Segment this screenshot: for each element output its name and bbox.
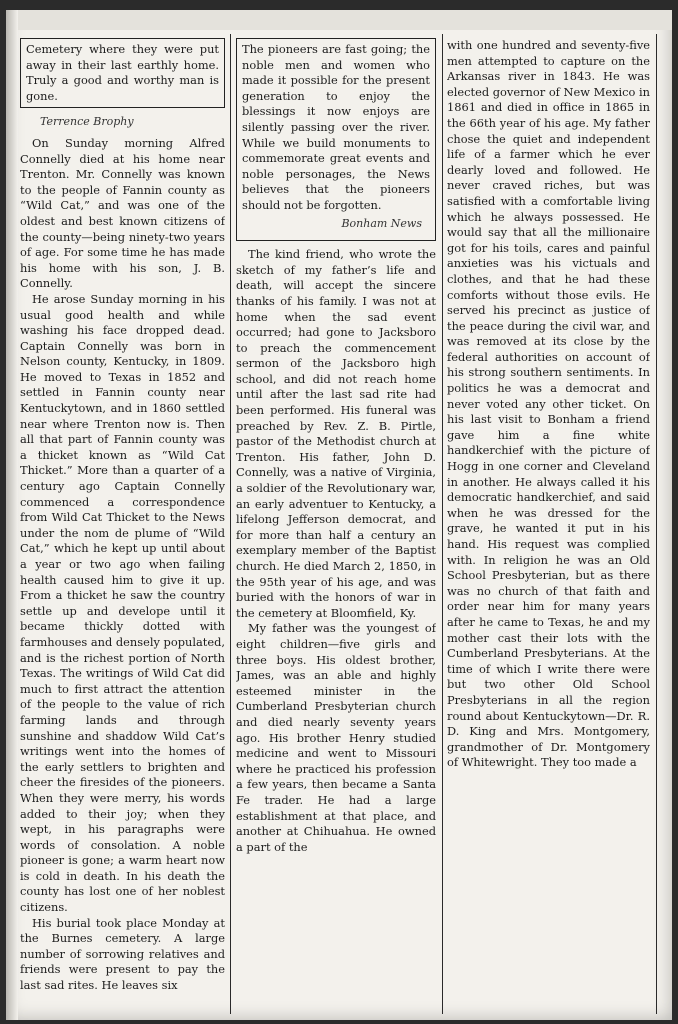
scan-shadow [6,10,18,1020]
column-3-paragraph-1: with one hundred and seventy-five men attempted to capture on the Arkansas river in 1843. He was elected governor of New Mexico in 1861 and died in office in 1865 in the 66th year of his age. My father chose the quiet and independent life of a farmer which he ever dearly loved and followed. He never craved riches, but was satisfied with a comfortable living which he always possessed. He would say that all the millionaire got for his toils, cares and painful anxieties was his victuals and clothes, and that he had these comforts without those evils. He served his precinct as justice of the peace during the civil war, and was removed at its close by the federal authorities on account of his strong southern sentiments. In politics he was a democrat and never voted any other ticket. On his last visit to Bonham a friend gave him a fine white handkerchief with the picture of Hogg in one corner and Cleveland in another. He always called it his democratic handkerchief, and said when he was dressed for the grave, he wanted it put in his hand. His request was complied with. In religion he was an Old School Presbyterian, but as there was no church of that faith and order near him for many years after he came to Texas, he and my mother cast their lots with the Cumberland Presbyterians. At the time of which I write there were but two other Old School Presbyterians in all the region round about Kentuckytown—Dr. R. D. King and Mrs. Montgomery, grandmother of Dr. Montgomery of Whitewright. They too made a [447,38,650,770]
column-2-box-text: The pioneers are fast going; the noble men and women who made it possible for the present generation to enjoy the blessings it now enjoys are silently passing over the river. While we build monuments to commemorate great events and noble personages, the News believes that the pioneers should not be forgotten. [242,42,430,212]
top-edge [6,10,672,30]
column-1-paragraph-3: His burial took place Monday at the Burnes cemetery. A large number of sorrowing relatives and friends were present to pay the last sad rites. He leaves six [20,915,225,993]
column-rule-left [230,34,231,1014]
column-2 [236,38,436,1018]
column-1-box-text: Cemetery where they were put away in their last earthly home. Truly a good and worthy man is gone. [26,42,219,103]
column-rule-right [442,34,443,1014]
handwritten-signature-2: Bonham News [341,216,422,230]
column-1 [20,38,225,1018]
column-rule-edge [656,34,657,1014]
column-2-boxed-paragraph [236,38,436,241]
handwritten-signature-1: Terrence Brophy [40,115,134,129]
column-2-paragraph-2: My father was the youngest of eight children—five girls and three boys. His oldest brother, James, was an able and highly esteemed minister in the Cumberland Presbyterian church and died nearly seventy years ago. His brother Henry studied medicine and went to Missouri where he practiced his profession a few years, then became a Santa Fe trader. He had a large establishment at that place, and another at Chihuahua. He owned a part of the [236,621,436,854]
column-1-paragraph-1: On Sunday morning Alfred Connelly died at his home near Trenton. Mr. Connelly was known to the people of Fannin county as “Wild Cat,” and was one of the oldest and best known citizens of the county—being ninety-two years of age. For some time he has made his home with his son, J. B. Connelly. [20,135,225,291]
column-2-paragraph-1: The kind friend, who wrote the sketch of my father’s life and death, will accept the sincere thanks of his family. I was not at home when the sad event occurred; had gone to Jacksboro to preach the commencement sermon of the Jacksboro high school, and did not reach home until after the last sad rite had been performed. His funeral was preached by Rev. Z. B. Pirtle, pastor of the Methodist church at Trenton. His father, John D. Connelly, was a native of Virginia, a soldier of the Revolutionary war, an early adventuer to Kentucky, a lifelong Jefferson democrat, and for more than half a century an exemplary member of the Baptist church. He died March 2, 1850, in the 95th year of his age, and was buried with the honors of war in the cemetery at Bloomfield, Ky. [236,247,436,620]
newspaper-clipping [6,10,672,1020]
column-1-paragraph-2: He arose Sunday morning in his usual good health and while washing his face dropped dead. Captain Connelly was born in Nelson county, Kentucky, in 1809. He moved to Texas in 1852 and settled in Fannin county near Kentuckytown, and in 1860 settled near where Trenton now is. Then all that part of Fannin county was a thicket known as “Wild Cat Thicket.” More than a quarter of a century ago Captain Connelly commenced a correspondence from Wild Cat Thicket to the News under the nom de plume of “Wild Cat,” which he kept up until about a year or two ago when failing health caused him to give it up. From a thicket he saw the country settle up and develope until it became thickly dotted with farmhouses and densely populated, and is the richest portion of North Texas. The writings of Wild Cat did much to first attract the attention of the people to the value of rich farming lands and through sunshine and shaddow Wild Cat’s writings went into the homes of the early settlers to brighten and cheer the firesides of the pioneers. When they were merry, his words added to their joy; when they wept, in his paragraphs were words of consolation. A noble pioneer is gone; a warm heart now is cold in death. In his death the county has lost one of her noblest citizens. [20,291,225,915]
column-3 [447,38,650,1018]
column-1-boxed-paragraph [20,38,225,108]
